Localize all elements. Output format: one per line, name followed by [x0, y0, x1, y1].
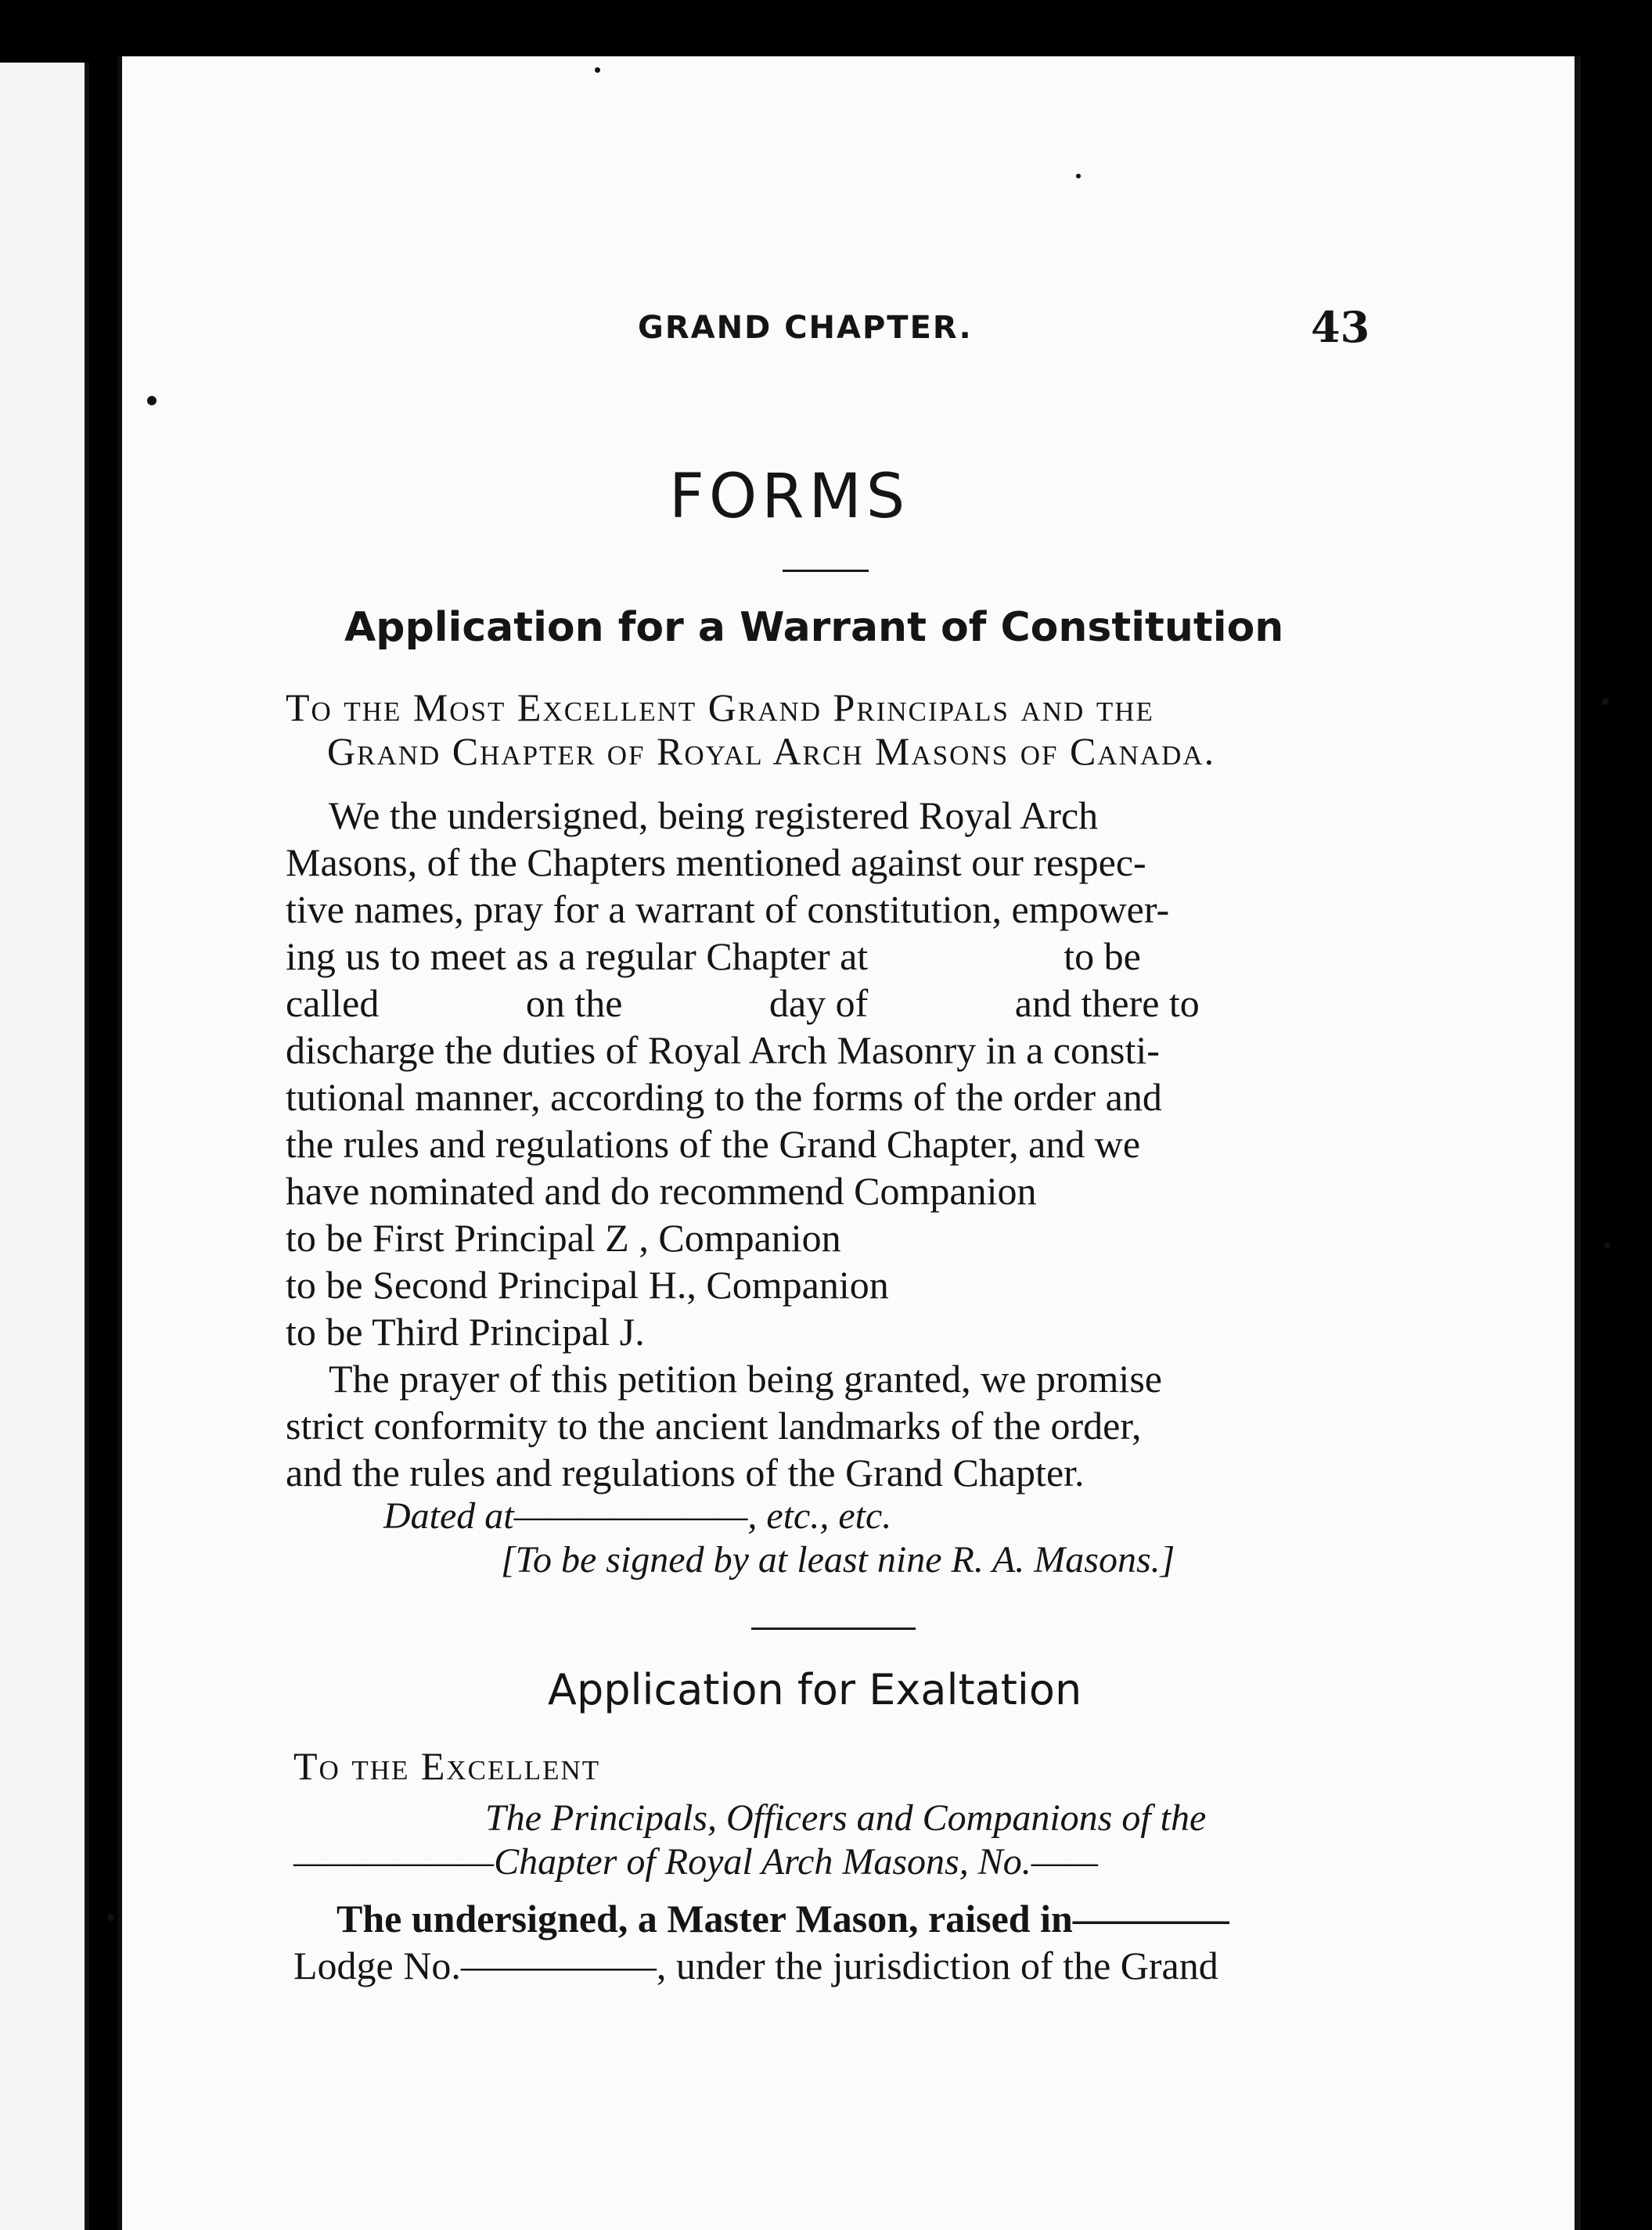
scan-speck: [147, 396, 157, 405]
dated-line: Dated at———————, etc., etc.: [383, 1495, 892, 1537]
title-rule: [783, 570, 869, 572]
exaltation-body-line: The undersigned, a Master Mason, raised in————: [337, 1897, 1229, 1940]
facing-page-edge: [0, 63, 85, 2230]
scan-speck: [1076, 174, 1081, 178]
section-title: FORMS: [669, 462, 910, 532]
exaltation-heading: Application for Exaltation: [548, 1665, 1082, 1714]
warrant-body-line: ing us to meet as a regular Chapter at to be: [286, 934, 1141, 978]
scan-speck: [1602, 698, 1609, 705]
warrant-body-line: We the undersigned, being registered Royal Arch: [329, 793, 1099, 837]
warrant-body-line: the rules and regulations of the Grand Chapter, and we: [286, 1122, 1141, 1166]
exaltation-address: To the Excellent: [293, 1744, 601, 1788]
warrant-heading: Application for a Warrant of Constitution: [344, 604, 1284, 651]
signature-note: [To be signed by at least nine R. A. Masons.]: [501, 1539, 1175, 1581]
exaltation-body-line: Lodge No.—————, under the jurisdiction of the Grand: [293, 1944, 1218, 1987]
warrant-body-line: to be Third Principal J.: [286, 1310, 645, 1354]
warrant-body-line: tive names, pray for a warrant of constitution, empower-: [286, 887, 1170, 931]
warrant-body-line: to be First Principal Z , Companion: [286, 1216, 841, 1260]
page-number: 43: [1311, 302, 1370, 352]
warrant-address-line: To the Most Excellent Grand Principals and the: [286, 685, 1154, 729]
warrant-body-line: called on the day of and there to: [286, 981, 1200, 1025]
scan-speck: [595, 67, 600, 73]
warrant-body-line: have nominated and do recommend Companion: [286, 1169, 1037, 1213]
scan-speck: [1604, 1243, 1611, 1249]
scan-speck: [107, 1914, 114, 1921]
warrant-body-line: and the rules and regulations of the Grand Chapter.: [286, 1451, 1085, 1494]
section-divider: [751, 1628, 916, 1630]
facing-page-rule: [85, 63, 89, 2230]
exaltation-address-line: The Principals, Officers and Companions of the: [485, 1797, 1207, 1839]
warrant-body-line: strict conformity to the ancient landmarks of the order,: [286, 1404, 1142, 1448]
exaltation-address-line: ——————Chapter of Royal Arch Masons, No.——: [293, 1841, 1099, 1883]
warrant-body-line: to be Second Principal H., Companion: [286, 1263, 889, 1307]
warrant-body-line: tutional manner, according to the forms of the order and: [286, 1075, 1162, 1119]
warrant-body-line: discharge the duties of Royal Arch Masonry in a consti-: [286, 1028, 1160, 1072]
warrant-address-line: Grand Chapter of Royal Arch Masons of Canada.: [327, 729, 1216, 773]
warrant-body-line: The prayer of this petition being granted, we promise: [329, 1357, 1162, 1401]
warrant-body-line: Masons, of the Chapters mentioned against our respec-: [286, 840, 1146, 884]
running-head: GRAND CHAPTER.: [638, 310, 973, 346]
page-right-edge: [1575, 56, 1581, 2230]
